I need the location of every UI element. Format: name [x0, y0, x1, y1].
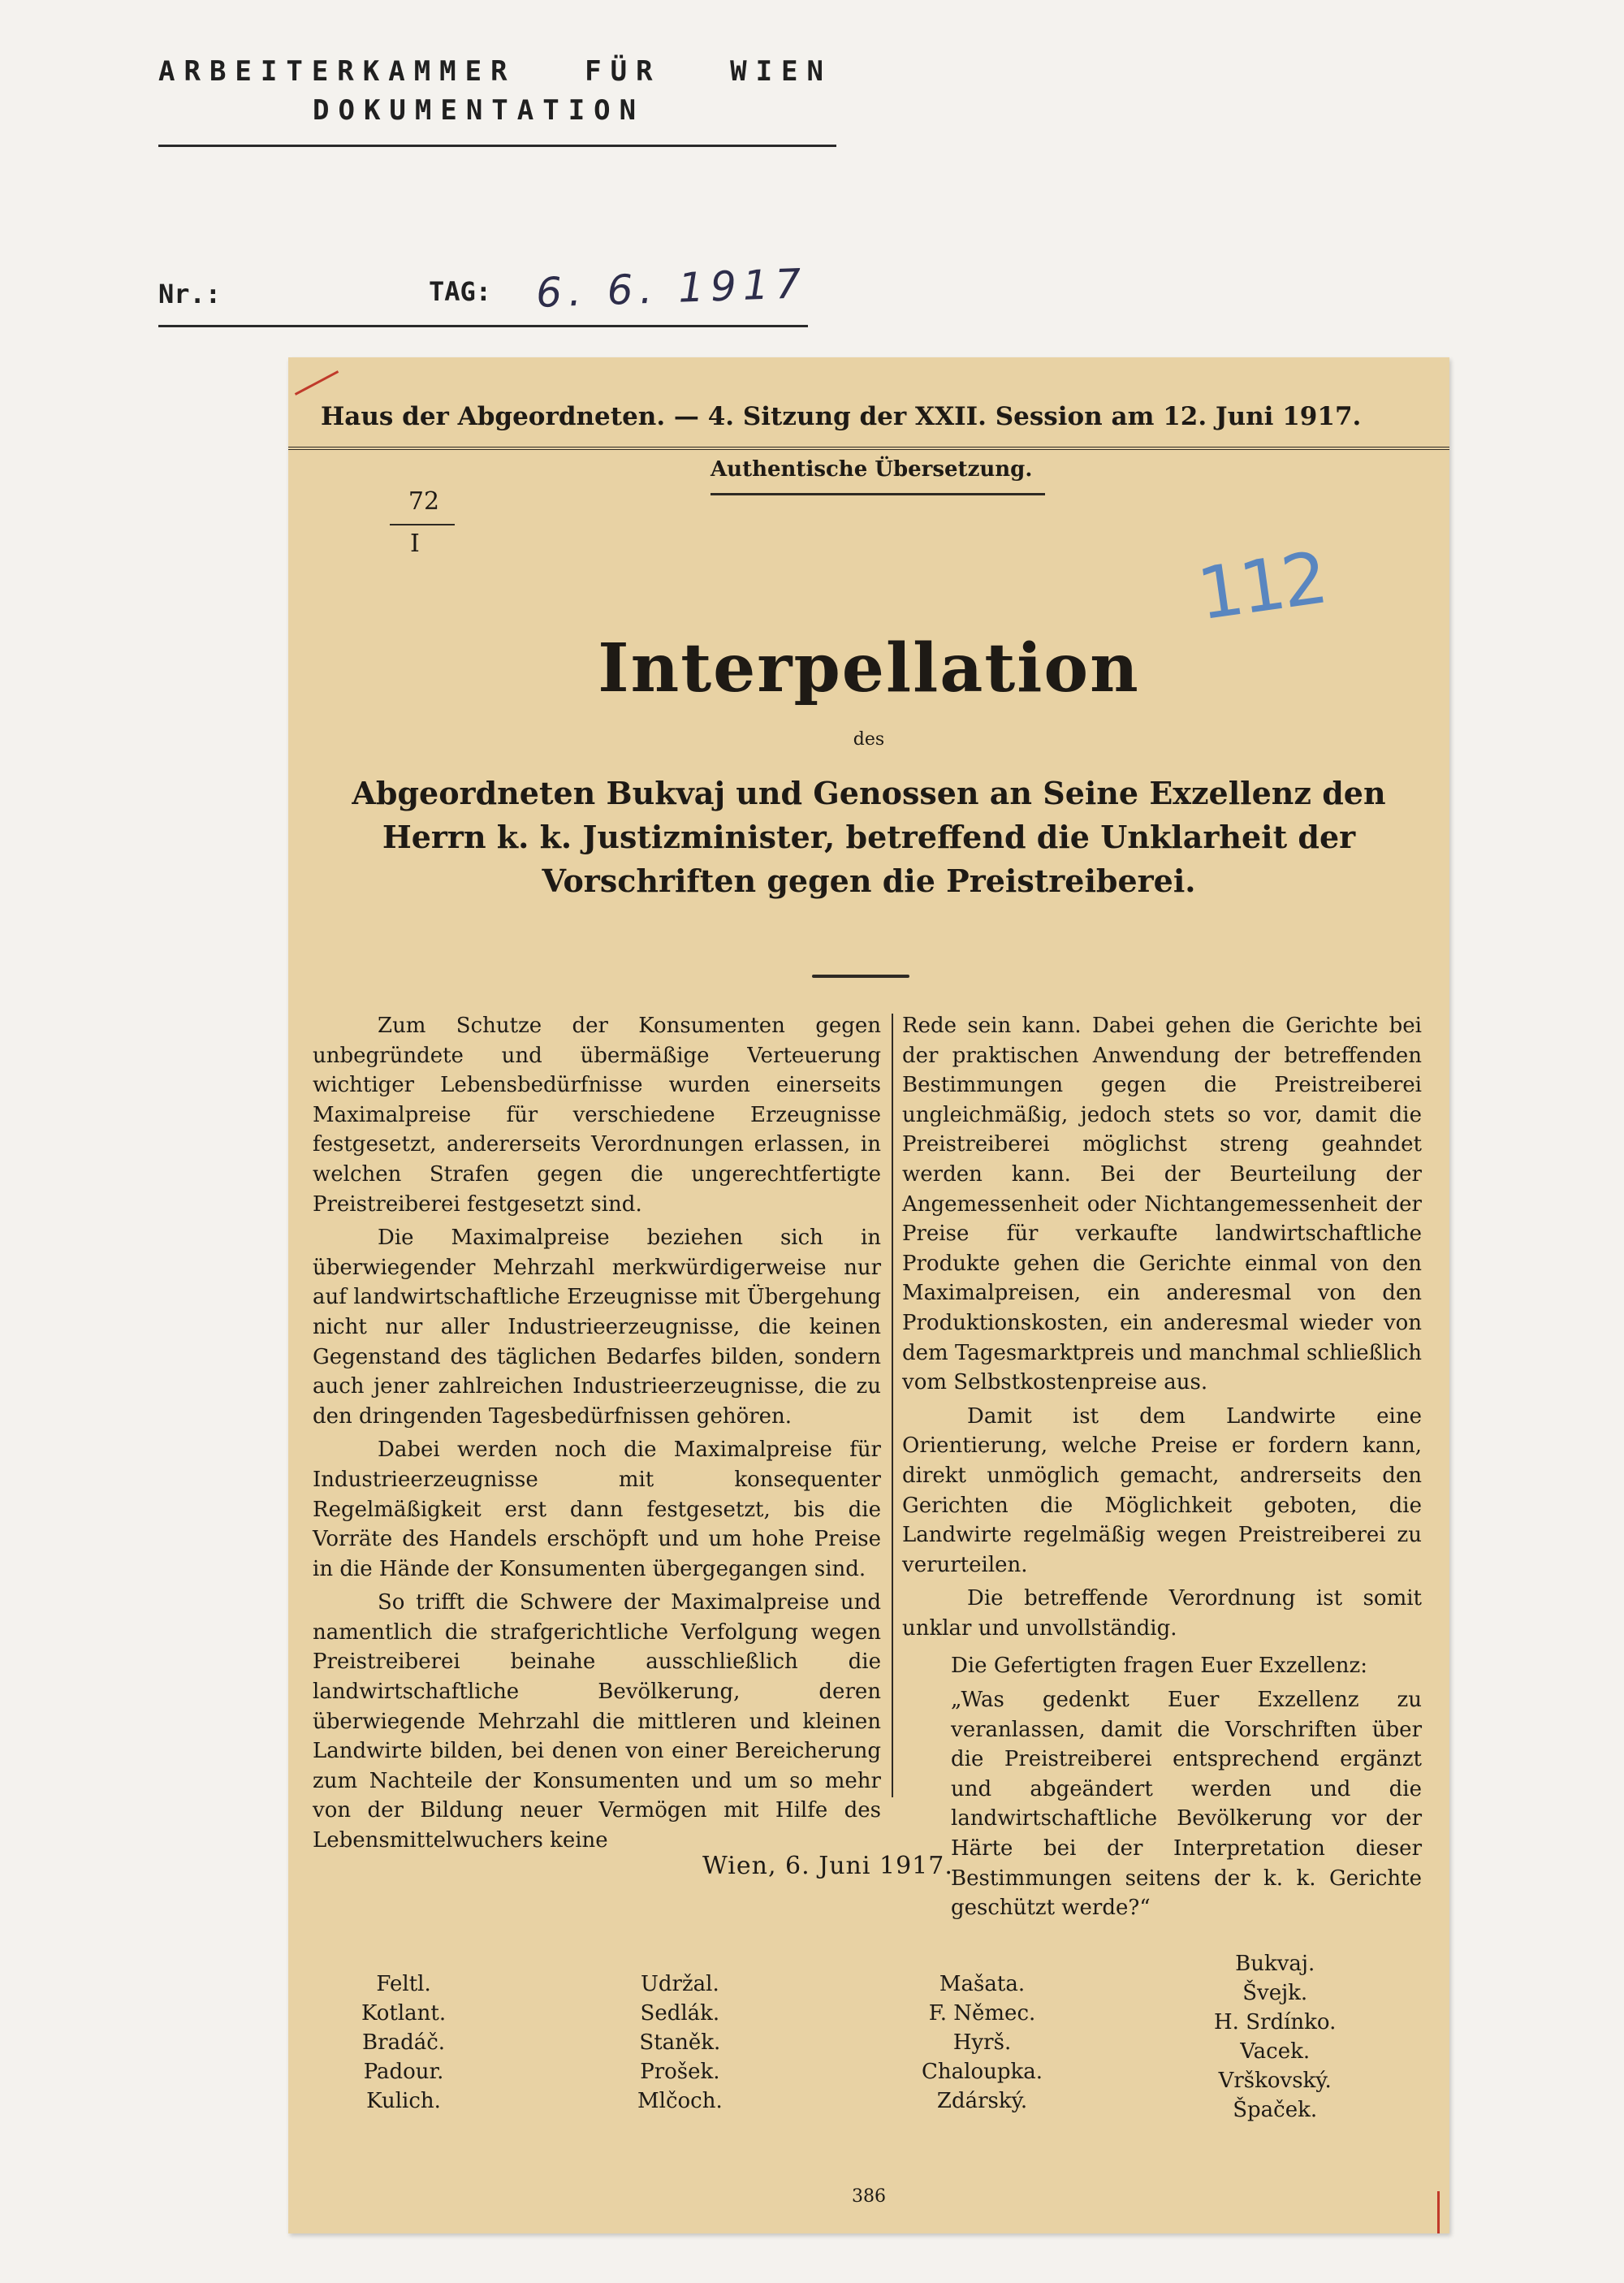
signer-name: Prošek.: [640, 2060, 720, 2084]
document-title: Interpellation: [598, 629, 1140, 707]
archive-org-line1: [158, 55, 832, 88]
signer-name: Bradáč.: [362, 2030, 446, 2055]
signer-name: Vrškovský.: [1218, 2069, 1332, 2093]
signer-name: Sedlák.: [640, 2001, 720, 2026]
paragraph: Dabei werden noch die Maximalpreise für Industrieerzeugnisse mit konsequenter Regelmäßigkeit erst dann festgesetzt, bis die Vorräte des Handels erschöpft und um hohe Preise in die Hände der Konsumenten übergegangen sind.: [313, 1438, 881, 1581]
signers-column-4: [1214, 1949, 1336, 2125]
right-column: [902, 1011, 1422, 1927]
paragraph: Damit ist dem Landwirte eine Orientierung, welche Preise er fordern kann, direkt unmöglich gemacht, andrerseits den Gerichten die Möglichkeit geboten, die Landwirte regelmäßig wegen Preistreiberei zu verurteilen.: [902, 1403, 1422, 1577]
signer-name: Padour.: [363, 2060, 444, 2084]
paragraph: Rede sein kann. Dabei gehen die Gerichte bei der praktischen Anwendung der betreffenden Bestimmungen gegen die Preistreiberei ungleichmäßig, jedoch stets so vor, damit die Preistreiberei möglichst streng geahndet werden kann. Bei der Beurteilung der Angemessenheit oder Nichtangemessenheit der Preise für verkaufte landwirtschaftliche Produkte gehen die Gerichte einmal von den Maximalpreisen, ein anderesmal von den Produktionskosten, ein anderesmal wieder von dem Tagesmarktpreis und manchmal schließlich vom Selbstkostenpreise aus.: [902, 1014, 1422, 1395]
paragraph: Zum Schutze der Konsumenten gegen unbegründete und übermäßige Verteuerung wichtiger Lebensbedürfnisse wurden einerseits Maximalpreise für verschiedene Erzeugnisse festgesetzt, andererseits Verordnungen erlassen, in welchen Strafen gegen die ungerechtfertigte Preistreiberei festgesetzt sind.: [313, 1014, 881, 1217]
signer-name: H. Srdínko.: [1214, 2010, 1337, 2034]
signer-name: Špaček.: [1233, 2098, 1318, 2122]
handwritten-number: 112: [1192, 535, 1330, 637]
signer-name: Kulich.: [366, 2089, 441, 2113]
signer-name: Bukvaj.: [1235, 1952, 1315, 1976]
signer-name: Chaloupka.: [922, 2060, 1043, 2084]
archive-header: [158, 55, 849, 127]
signer-name: Kotlant.: [361, 2001, 447, 2026]
column-rule: [892, 1014, 893, 1797]
newspaper-clipping: [288, 357, 1449, 2233]
signers-column-2: [637, 1970, 723, 2116]
tag-date-handwritten: 6. 6. 1917: [535, 260, 809, 317]
question-intro: Die Gefertigten fragen Euer Exzellenz:: [951, 1654, 1368, 1679]
place-date: Wien, 6. Juni 1917.: [702, 1852, 953, 1880]
org-word: FÜR: [585, 55, 662, 88]
subhead: Authentische Übersetzung.: [710, 457, 1033, 482]
org-word: ARBEITERKAMMER: [158, 55, 516, 88]
document-number-rule: [390, 524, 455, 525]
ornament-divider: [812, 975, 909, 978]
tag-label: TAG:: [429, 276, 492, 307]
signer-name: Feltl.: [376, 1972, 431, 1996]
signer-name: F. Němec.: [928, 2001, 1036, 2026]
running-head: Haus der Abgeordneten. — 4. Sitzung der XXII. Session am 12. Juni 1917.: [321, 402, 1362, 431]
archive-rule: [158, 145, 836, 147]
question-text: „Was gedenkt Euer Exzellenz zu veranlassen, damit die Vorschriften über die Preistreiberei entsprechend ergänzt und abgeändert werden und die landwirtschaftliche Bevölkerung vor der Härte bei der Interpretation dieser Bestimmungen seitens der k. k. Gerichte geschützt werde?“: [951, 1688, 1422, 1921]
paragraph: So trifft die Schwere der Maximalpreise und namentlich die strafgerichtliche Verfolgung wegen Preistreiberei beinahe ausschließlich die landwirtschaftliche Bevölkerung, deren überwiegende Mehrzahl die mittleren und kleinen Landwirte bilden, bei denen von einer Bereicherung zum Nachteile der Konsumenten und um so mehr von der Bildung neuer Vermögen mit Hilfe des Lebensmittelwuchers keine: [313, 1590, 881, 1853]
left-column: [313, 1011, 881, 1860]
signer-name: Švejk.: [1242, 1981, 1308, 2005]
org-word: WIEN: [730, 55, 832, 88]
paragraph: Die Maximalpreise beziehen sich in überwiegender Mehrzahl merkwürdigerweise nur auf landwirtschaftliche Erzeugnisse mit Übergehung nicht nur aller Industrieerzeugnisse, die keinen Gegenstand des täglichen Bedarfes bilden, sondern auch jener zahlreichen Industrieerzeugnisse, die zu den dringenden Tagesbedürfnissen gehören.: [313, 1226, 881, 1429]
red-pencil-mark: [1437, 2191, 1440, 2233]
signers-column-3: [922, 1970, 1043, 2116]
signer-name: Mašata.: [939, 1972, 1026, 1996]
signer-name: Vacek.: [1240, 2039, 1311, 2064]
signers-column-1: [361, 1970, 446, 2116]
page-number: 386: [852, 2186, 886, 2207]
tag-rule: [158, 325, 808, 327]
paragraph: Die betreffende Verordnung ist somit unklar und unvollständig.: [902, 1586, 1422, 1641]
nr-label: Nr.:: [158, 279, 222, 309]
signer-name: Udržal.: [640, 1972, 719, 1996]
archive-org-line2: DOKUMENTATION: [313, 94, 646, 127]
signer-name: Zdárský.: [936, 2089, 1028, 2113]
signer-name: Hyrš.: [952, 2030, 1012, 2055]
document-number: 72: [408, 487, 440, 516]
signer-name: Staněk.: [639, 2030, 721, 2055]
document-number-sub: I: [410, 530, 420, 558]
title-des: des: [853, 729, 885, 750]
signer-name: Mlčoch.: [637, 2089, 723, 2113]
subhead-rule: [710, 493, 1045, 495]
lead-text: Abgeordneten Bukvaj und Genossen an Seine Exzellenz den Herrn k. k. Justizminister, betreffend die Unklarheit der Vorschriften gegen die Preistreiberei.: [352, 775, 1386, 899]
